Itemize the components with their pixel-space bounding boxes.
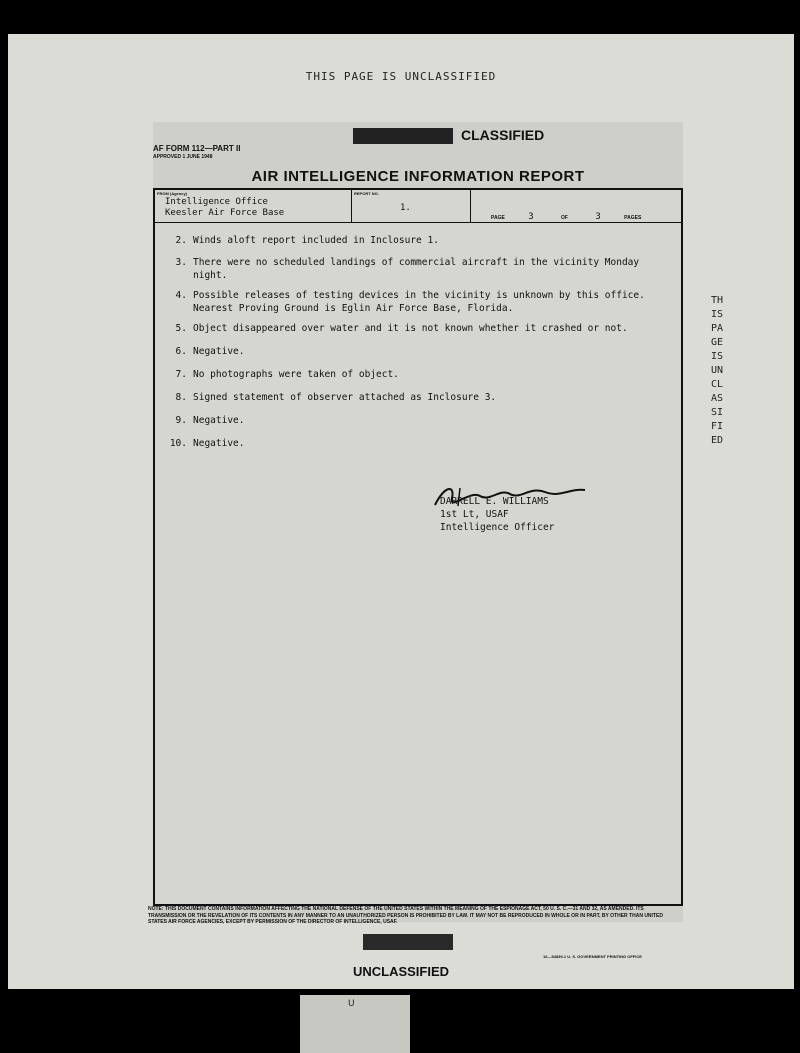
tab-mark: U (348, 999, 355, 1009)
signer-title: Intelligence Officer (440, 522, 555, 533)
side-classification-banner: THIS PAGE IS UNCLASSIFIED (710, 295, 724, 446)
page-tab (300, 995, 410, 1053)
report-number-cell (352, 190, 471, 222)
page-count-cell (471, 190, 681, 222)
from-agency-label: FROM (Agency) (157, 191, 187, 196)
from-agency-cell (155, 190, 352, 222)
redaction-bar (363, 934, 453, 950)
top-classification-banner: THIS PAGE IS UNCLASSIFIED (305, 70, 497, 83)
report-body-box: FROM (Agency) Intelligence Office Keesler Air Force Base REPORT NO. 1. PAGE 3 OF 3 PAGES 2. Winds aloft report included in Inclosure 1. 3. There were no scheduled landings of commercial aircraft in the vicinity Monday night. 4. Possible releases of testing devices in the vicinity is unknown by this office. Nearest Proving Ground is Eglin Air Force Base, Florida. 5. Object disappeared over water and it is not known whether it crashed or not. 6. Negative. 7. No photographs were taken of object. 8. Signed statement of observer attached as Inclosure 3. 9. Negative. 10. Negative. DARRELL E. WILLIAMS 1st Lt, USAF Intelligence Officer (153, 188, 683, 906)
report-number-value: 1. (400, 203, 411, 213)
signer-name: DARRELL E. WILLIAMS (440, 496, 549, 507)
page-count: PAGE 3 OF 3 PAGES (491, 212, 642, 222)
bottom-classification-stamp: UNCLASSIFIED (352, 964, 450, 979)
signer-rank: 1st Lt, USAF (440, 509, 509, 520)
form-identifier: AF FORM 112—PART II APPROVED 1 JUNE 1948 (153, 144, 241, 160)
document-page (8, 34, 794, 989)
printing-office-code: 16—54839-1 U. S. GOVERNMENT PRINTING OFFICE (543, 954, 642, 959)
signature-block (440, 495, 554, 534)
form-approved-date: APPROVED 1 JUNE 1948 (153, 154, 213, 160)
report-number-label: REPORT NO. (354, 191, 379, 196)
top-classification-stamp: CLASSIFIED (353, 127, 544, 147)
report-header-row (155, 190, 681, 223)
from-agency-value: Intelligence Office Keesler Air Force Base (165, 197, 285, 218)
af-form-112 (153, 122, 683, 922)
espionage-act-note: NOTE: THIS DOCUMENT CONTAINS INFORMATION AFFECTING THE NATIONAL DEFENSE OF THE UNITED STATES WITHIN THE MEANING OF THE ESPIONAGE ACT, 50 U. S. C.—31 AND 32, AS AMENDED. ITS TRANSMISSION OR THE REVELATION OF ITS CONTENTS IN ANY MANNER TO AN UNAUTHORIZED PERSON IS PROHIBITED BY LAW. IT MAY NOT BE REPRODUCED IN WHOLE OR IN PART, BY OTHER THAN UNITED STATES AIR FORCE AGENCIES, EXCEPT BY PERMISSION OF THE DIRECTOR OF INTELLIGENCE, USAF. (148, 906, 663, 925)
redaction-bar (353, 128, 453, 144)
report-title: AIR INTELLIGENCE INFORMATION REPORT (251, 168, 585, 185)
